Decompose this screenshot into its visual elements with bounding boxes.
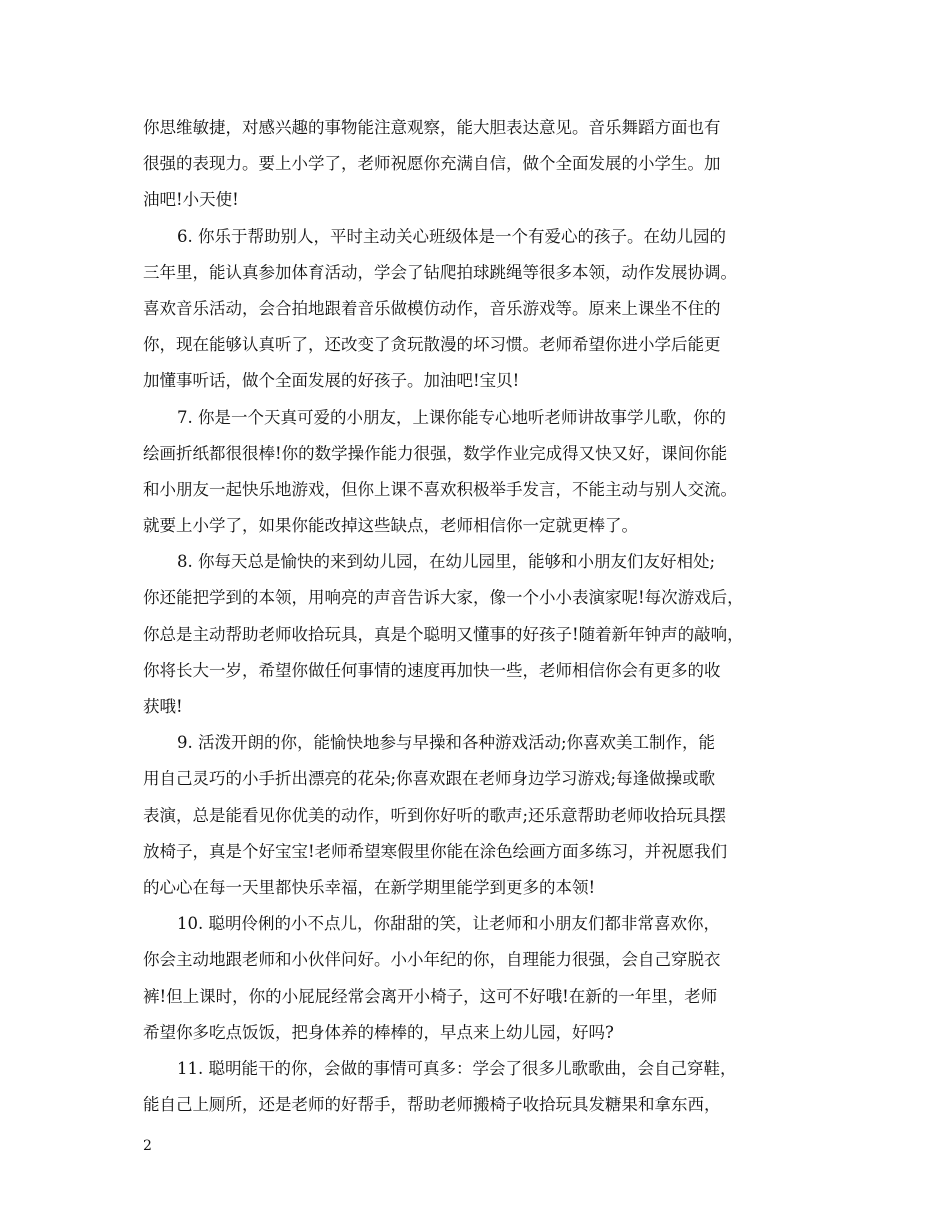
paragraph-first-line: 11. 聪明能干的你，会做的事情可真多：学会了很多儿歌歌曲，会自己穿鞋， <box>177 1058 737 1078</box>
text-line: 你将长大一岁，希望你做任何事情的速度再加快一些，老师相信你会有更多的收 <box>143 660 721 680</box>
paragraph-first-line: 10. 聪明伶俐的小不点儿，你甜甜的笑，让老师和小朋友们都非常喜欢你， <box>177 914 720 934</box>
text-line: 获哦! <box>143 697 183 716</box>
paragraph-first-line: 6. 你乐于帮助别人，平时主动关心班级体是一个有爱心的孩子。在幼儿园的 <box>177 226 726 246</box>
document-body <box>143 110 808 1123</box>
text-line: 你思维敏捷，对感兴趣的事物能注意观察，能大胆表达意见。音乐舞蹈方面也有 <box>143 118 721 137</box>
text-line: 裤!但上课时，你的小屁屁经常会离开小椅子，这可不好哦!在新的一年里，老师 <box>143 986 718 1006</box>
text-line: 油吧!小天使! <box>143 190 239 210</box>
text-line: 三年里，能认真参加体育活动，学会了钻爬拍球跳绳等很多本领，动作发展协调。 <box>143 262 737 282</box>
text-line: 你总是主动帮助老师收拾玩具，真是个聪明又懂事的好孩子!随着新年钟声的敲响， <box>143 624 744 644</box>
text-line: 你还能把学到的本领，用响亮的声音告诉大家，像一个小小表演家呢!每次游戏后， <box>143 588 744 608</box>
paragraph-first-line: 8. 你每天总是愉快的来到幼儿园，在幼儿园里，能够和小朋友们友好相处; <box>177 552 716 572</box>
text-line: 和小朋友一起快乐地游戏，但你上课不喜欢积极举手发言，不能主动与别人交流。 <box>143 479 737 499</box>
text-line: 就要上小学了，如果你能改掉这些缺点，老师相信你一定就更棒了。 <box>143 516 638 536</box>
page-number: 2 <box>143 1138 152 1154</box>
text-line: 加懂事听话，做个全面发展的好孩子。加油吧!宝贝! <box>143 371 520 391</box>
paragraph-first-line: 7. 你是一个天真可爱的小朋友，上课你能专心地听老师讲故事学儿歌，你的 <box>177 407 726 427</box>
paragraph-first-line: 9. 活泼开朗的你，能愉快地参与早操和各种游戏活动;你喜欢美工制作，能 <box>177 733 716 753</box>
text-line: 你会主动地跟老师和小伙伴问好。小小年纪的你，自理能力很强，会自己穿脱衣 <box>143 950 721 970</box>
text-line: 喜欢音乐活动，会合拍地跟着音乐做模仿动作，音乐游戏等。原来上课坐不住的 <box>143 298 721 318</box>
text-line: 的心心在每一天里都快乐幸福，在新学期里能学到更多的本领! <box>143 877 596 897</box>
text-line: 放椅子，真是个好宝宝!老师希望寒假里你能在涂色绘画方面多练习，并祝愿我们 <box>143 841 728 861</box>
text-line: 能自己上厕所，还是老师的好帮手，帮助老师搬椅子收拾玩具发糖果和拿东西， <box>143 1095 721 1115</box>
text-line: 绘画折纸都很很棒!你的数学操作能力很强，数学作业完成得又快又好，课间你能 <box>143 443 728 463</box>
text-line: 希望你多吃点饭饭，把身体养的棒棒的，早点来上幼儿园，好吗? <box>143 1022 614 1042</box>
text-line: 用自己灵巧的小手折出漂亮的花朵;你喜欢跟在老师身边学习游戏;每逢做操或歌 <box>143 769 716 789</box>
text-line: 表演，总是能看见你优美的动作，听到你好听的歌声;还乐意帮助老师收拾玩具摆 <box>143 805 727 825</box>
text-line: 你，现在能够认真听了，还改变了贪玩散漫的坏习惯。老师希望你进小学后能更 <box>143 335 721 355</box>
text-line: 很强的表现力。要上小学了，老师祝愿你充满自信，做个全面发展的小学生。加 <box>143 154 721 174</box>
